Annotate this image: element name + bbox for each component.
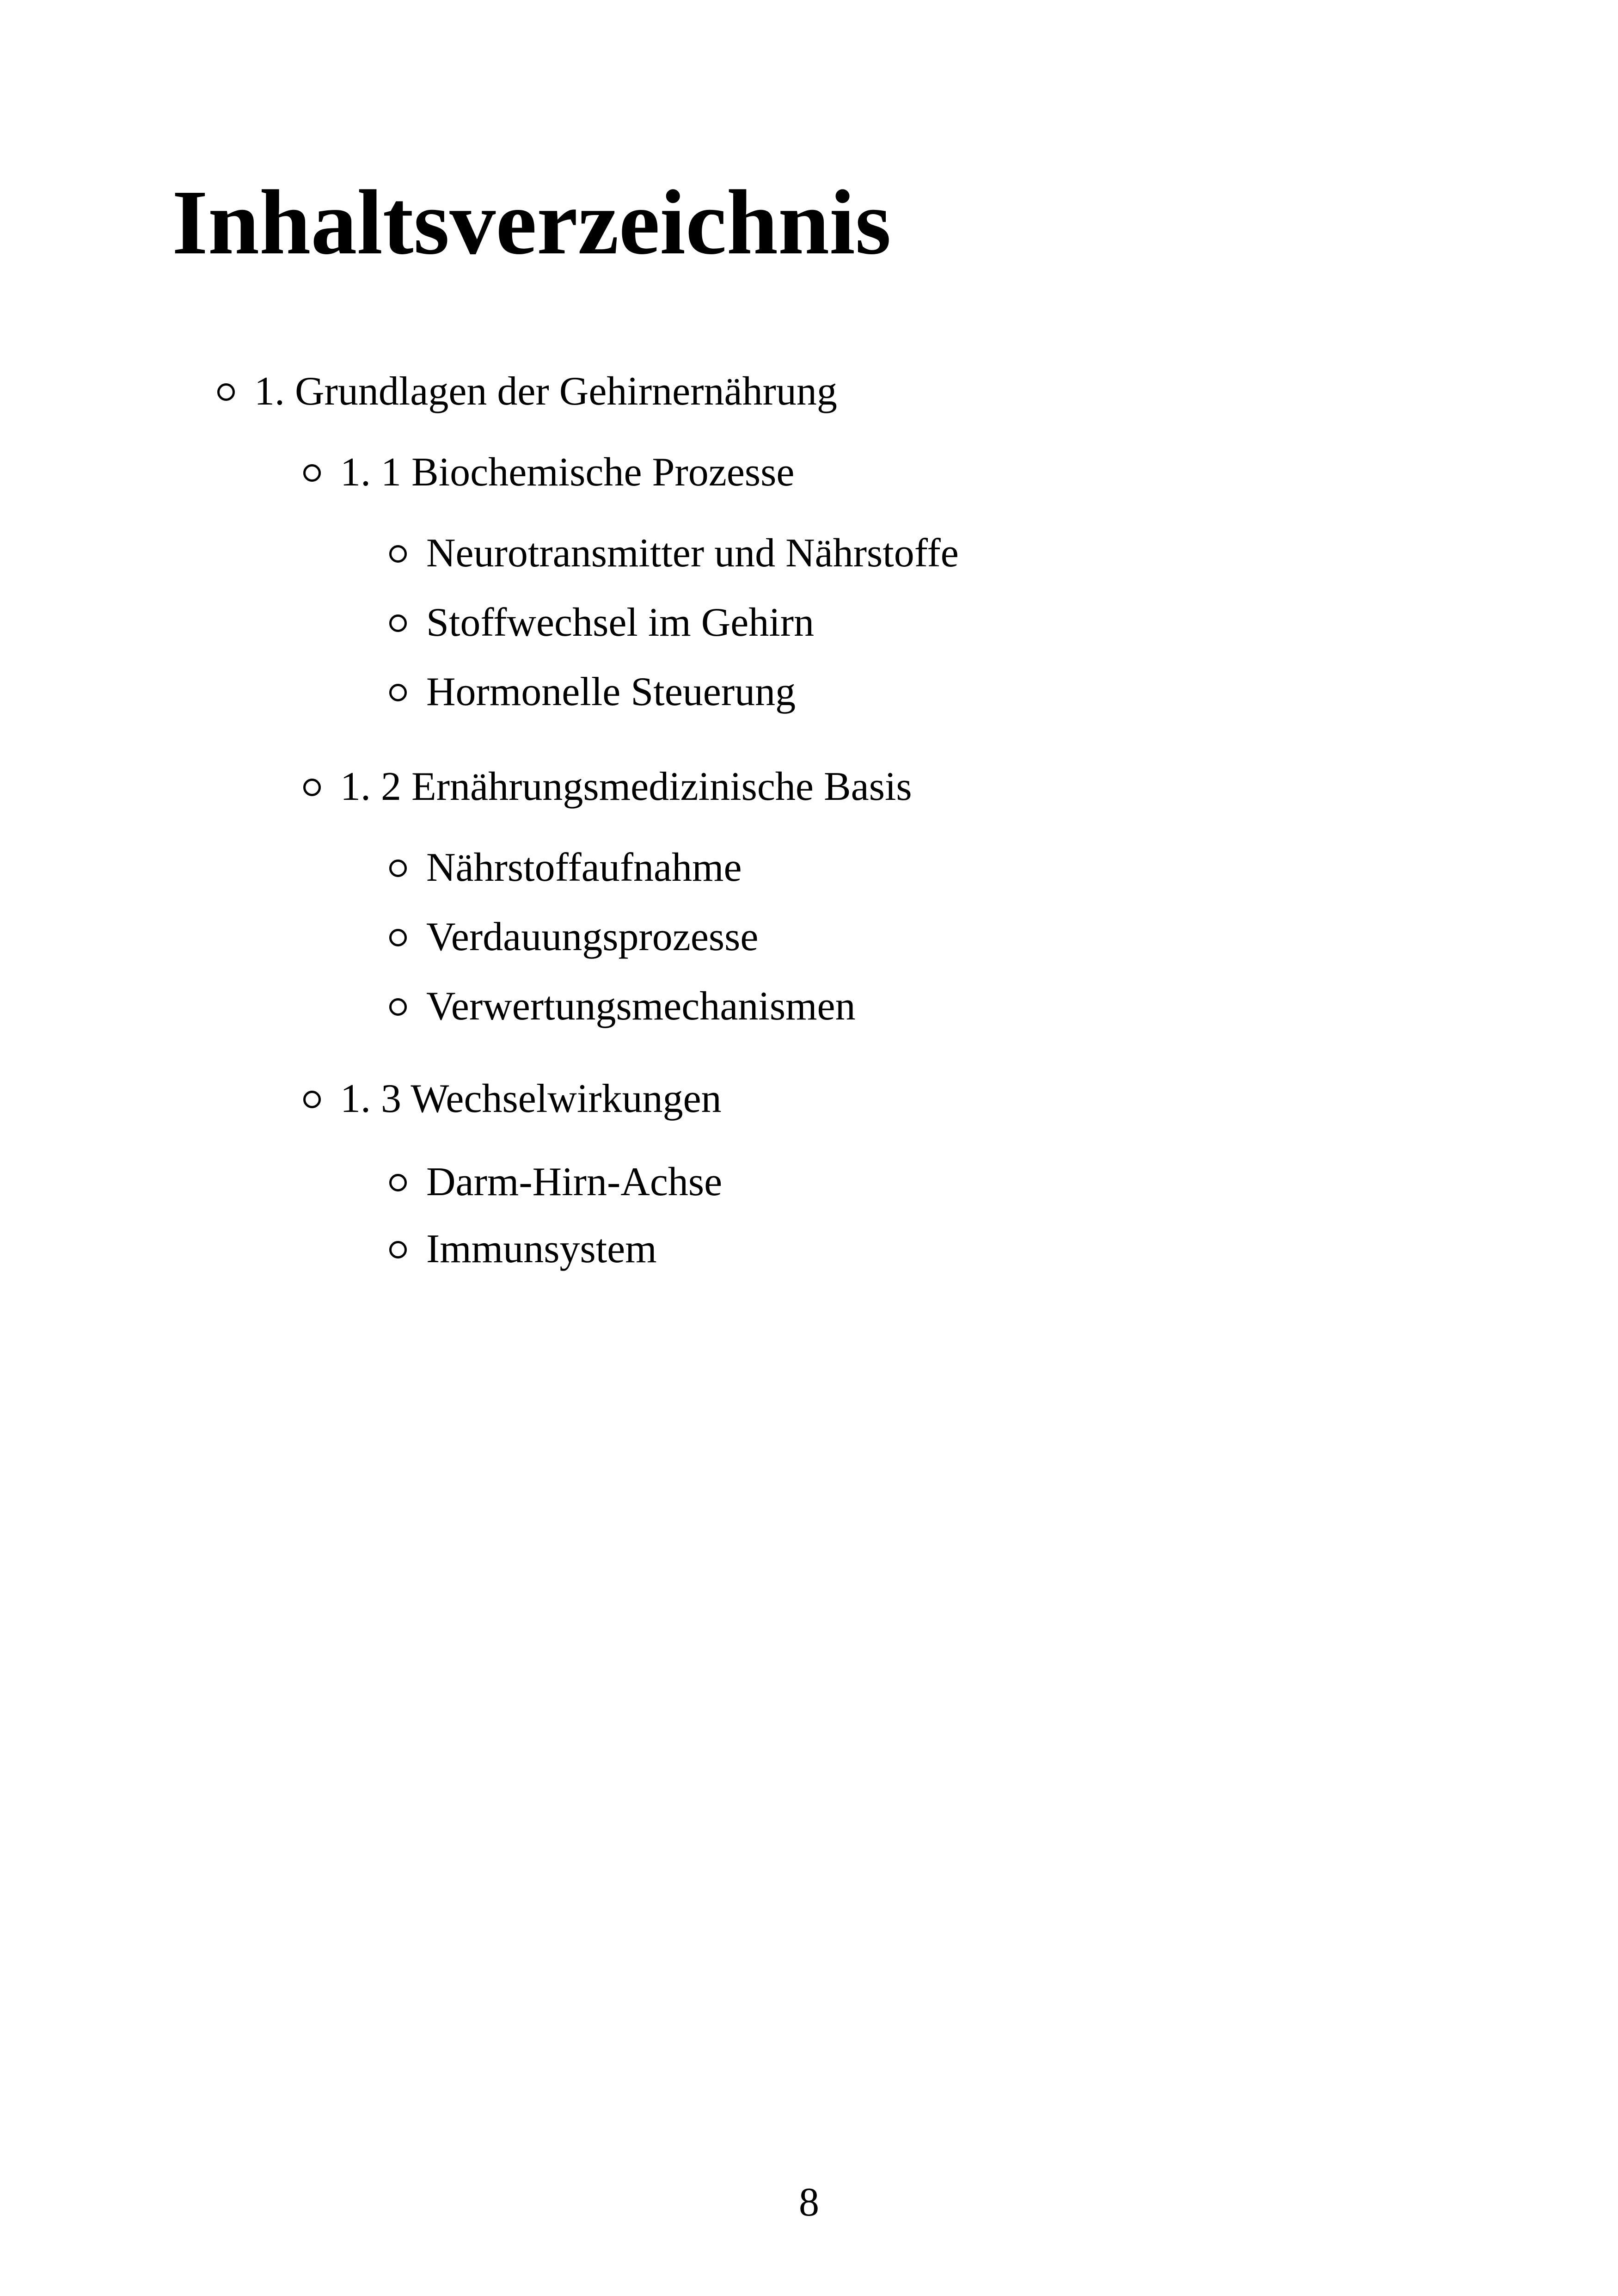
toc-entry-label: Nährstoffaufnahme [426, 845, 742, 890]
toc-entry-label: Neurotransmitter und Nährstoffe [426, 531, 959, 576]
toc-entry-label: Verdauungsprozesse [426, 915, 759, 959]
page-number: 8 [799, 2180, 819, 2225]
circle-bullet-icon [389, 998, 407, 1016]
toc-entry-label: Darm-Hirn-Achse [426, 1160, 723, 1204]
circle-bullet-icon [389, 859, 407, 877]
toc-section-1-3-label: 1. 3 Wechselwirkungen [340, 1076, 722, 1121]
toc-section-1-2-label: 1. 2 Ernährungsmedizinische Basis [340, 764, 912, 809]
toc-entry-verwertungsmechanismen[interactable] [389, 986, 856, 1027]
toc-entry-label: Hormonelle Steuerung [426, 669, 796, 714]
toc-entry-neurotransmitter[interactable] [389, 533, 959, 574]
toc-entry-label: Verwertungsmechanismen [426, 984, 856, 1029]
circle-bullet-icon [389, 684, 407, 701]
toc-section-1-3[interactable] [303, 1076, 722, 1121]
circle-bullet-icon [389, 614, 407, 632]
toc-entry-stoffwechsel[interactable] [389, 602, 814, 643]
circle-bullet-icon [389, 545, 407, 563]
circle-bullet-icon [217, 383, 235, 401]
circle-bullet-icon [389, 1241, 407, 1259]
circle-bullet-icon [303, 1091, 321, 1108]
toc-section-1-1-label: 1. 1 Biochemische Prozesse [340, 450, 795, 495]
toc-entry-label: Immunsystem [426, 1227, 657, 1271]
toc-section-1-2[interactable] [303, 764, 912, 809]
toc-entry-darm-hirn-achse[interactable] [389, 1162, 722, 1203]
circle-bullet-icon [389, 929, 407, 946]
circle-bullet-icon [389, 1174, 407, 1191]
circle-bullet-icon [303, 464, 321, 482]
toc-entry-naehrstoffaufnahme[interactable] [389, 847, 742, 888]
toc-entry-hormonelle-steuerung[interactable] [389, 669, 796, 714]
toc-chapter-1-label: 1. Grundlagen der Gehirnernährung [254, 369, 837, 414]
toc-entry-label: Stoffwechsel im Gehirn [426, 600, 815, 645]
circle-bullet-icon [303, 779, 321, 796]
toc-section-1-1[interactable] [303, 452, 794, 493]
page-title: Inhaltsverzeichnis [172, 172, 891, 274]
toc-entry-verdauungsprozesse[interactable] [389, 917, 758, 958]
toc-entry-immunsystem[interactable] [389, 1229, 657, 1270]
toc-chapter-1[interactable] [217, 371, 837, 412]
